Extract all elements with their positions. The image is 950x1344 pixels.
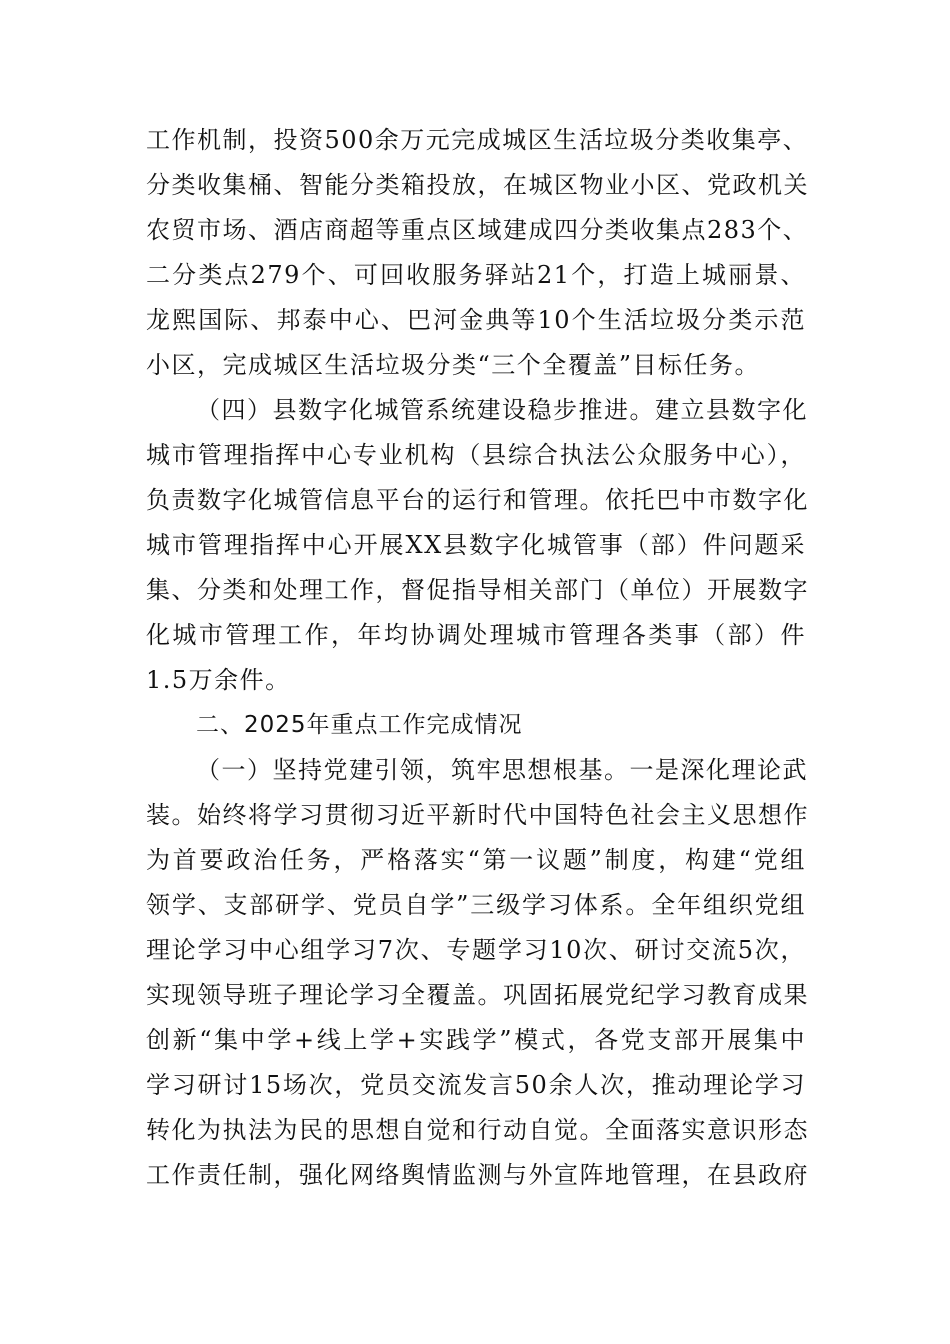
paragraph-line: 领学、支部研学、党员自学”三级学习体系。全年组织党组 [146,891,806,919]
paragraph-line: 1.5万余件。 [146,666,291,694]
section-four-heading-line: （四）县数字化城管系统建设稳步推进。建立县数字化 [196,396,808,424]
paragraph-line: 农贸市场、酒店商超等重点区域建成四分类收集点283个、 [146,216,809,244]
section-heading: 二、2025年重点工作完成情况 [196,712,523,738]
paragraph-line: 负责数字化城管信息平台的运行和管理。依托巴中市数字化 [146,486,809,514]
paragraph-line: 分类收集桶、智能分类箱投放，在城区物业小区、党政机关 [146,171,809,199]
paragraph-line: 龙熙国际、邦泰中心、巴河金典等10个生活垃圾分类示范 [146,306,806,334]
paragraph-line: 装。始终将学习贯彻习近平新时代中国特色社会主义思想作 [146,801,809,829]
paragraph-line: 化城市管理工作，年均协调处理城市管理各类事（部）件 [146,621,806,649]
paragraph-line: 小区，完成城区生活垃圾分类“三个全覆盖”目标任务。 [146,351,761,379]
paragraph-line: 城市管理指挥中心开展XX县数字化城管事（部）件问题采 [146,531,806,559]
paragraph-line: 工作责任制，强化网络舆情监测与外宣阵地管理，在县政府 [146,1161,809,1189]
paragraph-line: 理论学习中心组学习7次、专题学习10次、研讨交流5次， [146,936,806,964]
paragraph-line: 二分类点279个、可回收服务驿站21个，打造上城丽景、 [146,261,806,289]
subsection-heading-line: （一）坚持党建引领，筑牢思想根基。一是深化理论武 [196,756,808,784]
paragraph-line: 为首要政治任务，严格落实“第一议题”制度，构建“党组 [146,846,806,874]
paragraph-line: 集、分类和处理工作，督促指导相关部门（单位）开展数字 [146,576,809,604]
paragraph-line: 创新“集中学+线上学+实践学”模式，各党支部开展集中 [146,1026,806,1054]
paragraph-line: 工作机制，投资500余万元完成城区生活垃圾分类收集亭、 [146,126,809,154]
paragraph-line: 转化为执法为民的思想自觉和行动自觉。全面落实意识形态 [146,1116,809,1144]
paragraph-line: 城市管理指挥中心专业机构（县综合执法公众服务中心）， [146,441,806,469]
paragraph-line: 实现领导班子理论学习全覆盖。巩固拓展党纪学习教育成果 [146,981,809,1009]
paragraph-line: 学习研讨15场次，党员交流发言50余人次，推动理论学习 [146,1071,806,1099]
